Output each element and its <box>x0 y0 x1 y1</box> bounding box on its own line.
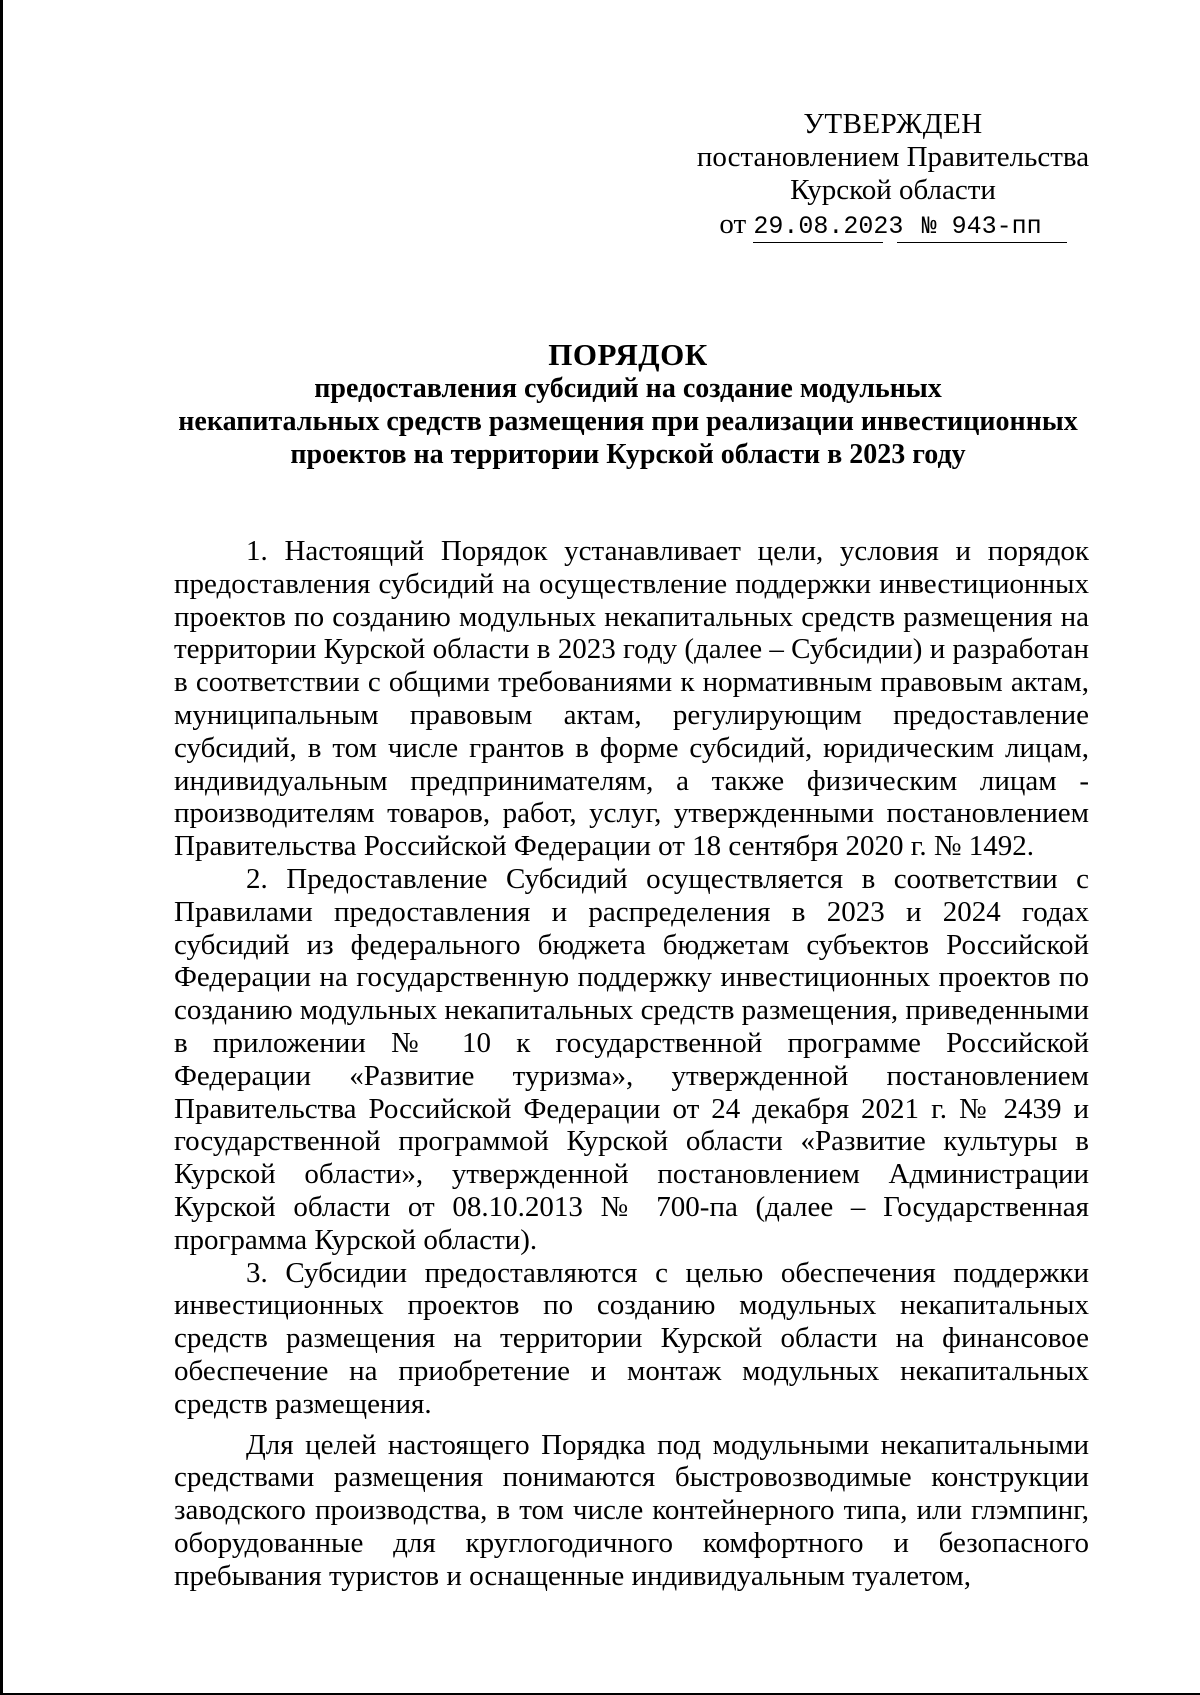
approval-date-line <box>693 208 1093 243</box>
paragraph-3: 3. Субсидии предоставляются с целью обеспечения поддержки инвестиционных проектов по созданию модульных некапитальных средств размещения на территории Курской области на финансовое обеспечение на приобретение и монтаж модульных некапитальных средств размещения. <box>174 1256 1089 1420</box>
document-title-block <box>163 338 1093 471</box>
paragraph-1: 1. Настоящий Порядок устанавливает цели, условия и порядок предоставления субсидий на осуществление поддержки инвестиционных проектов по созданию модульных некапитальных средств размещения на территории Курской области в 2023 году (далее – Субсидии) и разработан в соответствии с общими требованиями к нормативным правовым актам, муниципальным правовым актам, регулирующим предоставление субсидий, в том числе грантов в форме субсидий, юридическим лицам, индивидуальным предпринимателям, а также физическим лицам - производителям товаров, работ, услуг, утвержденными постановлением Правительства Российской Федерации от 18 сентября 2020 г. № 1492. <box>174 535 1089 863</box>
approval-title: УТВЕРЖДЕН <box>803 108 983 140</box>
document-subtitle-line-1: предоставления субсидий на создание модульных <box>314 373 942 404</box>
approval-block <box>693 108 1093 243</box>
paragraph-2: 2. Предоставление Субсидий осуществляется в соответствии с Правилами предоставления и распределения в 2023 и 2024 годах субсидий из федерального бюджета бюджетам субъектов Российской Федерации на государственную поддержку инвестиционных проектов по созданию модульных некапитальных средств размещения, приведенными в приложении № 10 к государственной программе Российской Федерации «Развитие туризма», утвержденной постановлением Правительства Российской Федерации от 24 декабря 2021 г. № 2439 и государственной программой Курской области «Развитие культуры в Курской области», утвержденной постановлением Администрации Курской области от 08.10.2013 № 700-па (далее – Государственная программа Курской области). <box>174 862 1089 1256</box>
approval-line-2: Курской области <box>790 174 996 206</box>
approval-number: № 943-пп <box>897 212 1067 243</box>
approval-line-1: постановлением Правительства <box>696 141 1090 173</box>
document-body <box>174 535 1089 1593</box>
date-prefix: от <box>719 208 747 240</box>
document-subtitle-line-3: проектов на территории Курской области в 2023 году <box>290 439 966 470</box>
approval-date: 29.08.2023 <box>753 212 904 241</box>
paragraph-4: Для целей настоящего Порядка под модульными некапитальными средствами размещения понимаются быстровозводимые конструкции заводского производства, в том числе контейнерного типа, или глэмпинг, оборудованные для круглогодичного комфортного и безопасного пребывания туристов и оснащенные индивидуальным туалетом, <box>174 1428 1089 1592</box>
document-subtitle-line-2: некапитальных средств размещения при реализации инвестиционных <box>178 406 1078 437</box>
document-title: ПОРЯДОК <box>548 337 708 372</box>
